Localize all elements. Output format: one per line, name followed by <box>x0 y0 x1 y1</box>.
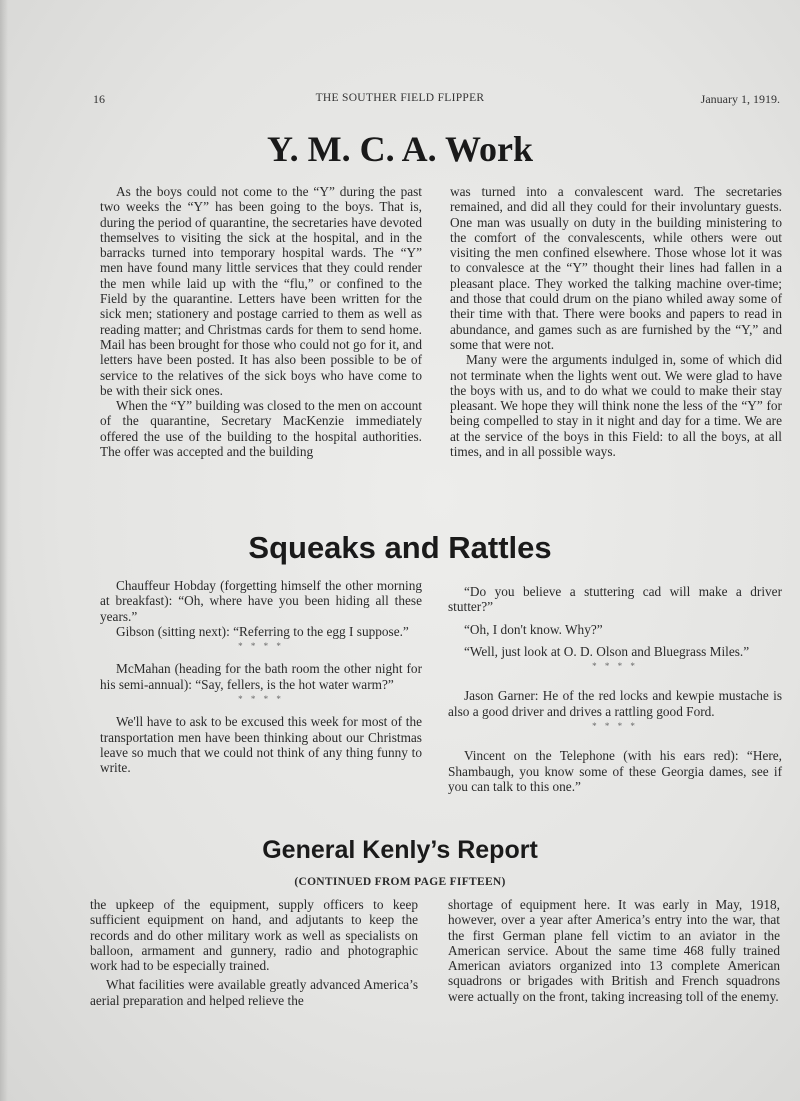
paragraph: Jason Garner: He of the red locks and kewpie mustache is also a good driver and drives a rattling good Ford. <box>448 688 782 719</box>
paragraph: As the boys could not come to the “Y” during the past two weeks the “Y” has been going to the boys. That is, during the period of quarantine, the secretaries have devoted themselves to visiting the sick at the hospital, and in the barracks turned into temporary hospital wards. The “Y” men have found many little services that they could render the men while laid up with the “flu,” or confined to the Field by the quarantine. Letters have been written for the sick men; stationery and postage carried to them as well as reading matter; and Christmas cards for them to send home. Mail has been brought for those who could not go for it, and letters have been posted. It has also been possible to be of service to the relatives of the sick boys who have come to be with their sick ones. <box>100 184 422 398</box>
separator: * * * * <box>592 721 638 732</box>
ymca-right-column <box>450 184 782 459</box>
paragraph: McMahan (heading for the bath room the other night for his semi-annual): “Say, fellers, is the hot water warm?” <box>100 661 422 692</box>
separator: * * * * <box>592 661 638 672</box>
paragraph: We'll have to ask to be excused this week for most of the transportation men have been thinking about our Christmas leave so much that we could not think of any thing funny to write. <box>100 714 422 776</box>
issue-date: January 1, 1919. <box>700 92 780 106</box>
squeaks-left-column <box>100 578 422 783</box>
paragraph: Many were the arguments indulged in, some of which did not terminate when the lights went out. We were glad to have the boys with us, and to do what we could to make their stay pleasant. We hope they will think none the less of the “Y” for being compelled to stay in it night and day for a time. We are at the service of the boys in this Field: to all the boys, at all times, and in all possible ways. <box>450 352 782 460</box>
separator: * * * * <box>238 641 284 652</box>
paragraph: “Oh, I don't know. Why?” <box>464 621 603 637</box>
paragraph: was turned into a convalescent ward. The secretaries remained, and did all they could for their involuntary guests. One man was usually on duty in the building ministering to the comfort of the convalescents, while others were out visiting the men confined elsewhere. Those whose lot it was to convalesce at the “Y” thought their lines had fallen in a pleasant place. They worked the talking machine over-time; and those that could drum on the piano whiled away some of their time with that. There were books and papers to read in abundance, and games such as are furnished by the “Y,” and some that were not. <box>450 184 782 352</box>
squeaks-heading: Squeaks and Rattles <box>248 530 552 565</box>
ymca-heading: Y. M. C. A. Work <box>266 129 534 169</box>
paragraph: What facilities were available greatly advanced America’s aerial preparation and helped relieve the <box>90 977 418 1008</box>
kenly-heading: General Kenly’s Report <box>262 836 538 864</box>
paragraph: “Do you believe a stuttering cad will make a driver stutter?” <box>448 584 782 615</box>
paragraph: Vincent on the Telephone (with his ears red): “Here, Shambaugh, you know some of these Georgia dames, see if you can talk to this one.” <box>448 748 782 794</box>
separator: * * * * <box>238 694 284 705</box>
page-number: 16 <box>93 92 105 106</box>
paragraph: Chauffeur Hobday (forgetting himself the other morning at breakfast): “Oh, where have you been hiding all these years.” <box>100 578 422 624</box>
paragraph: shortage of equipment here. It was early in May, 1918, however, over a year after America’s entry into the war, that the first German plane fell victim to an aviator in the American service. About the same time 468 fully trained American aviators organized into 13 complete American squadrons or brigades with British and French squadrons were actually on the front, taking increasing toll of the enemy. <box>448 897 780 1004</box>
paragraph: When the “Y” building was closed to the men on account of the quarantine, Secretary MacKenzie immediately offered the use of the building to the hospital authorities. The offer was accepted and the building <box>100 398 422 460</box>
ymca-left-column <box>100 184 422 459</box>
squeaks-right-column <box>448 584 782 801</box>
paragraph: the upkeep of the equipment, supply officers to keep sufficient equipment on hand, and adjutants to keep the records and do other military work as well as specialists on balloon, armament and gunnery, radio and photographic work had to be especially trained. <box>90 897 418 974</box>
kenly-right-column <box>448 897 780 1004</box>
paragraph: “Well, just look at O. D. Olson and Bluegrass Miles.” <box>464 643 750 659</box>
kenly-left-column <box>90 897 418 1008</box>
paragraph: Gibson (sitting next): “Referring to the egg I suppose.” <box>116 623 409 639</box>
continued-note: (CONTINUED FROM PAGE FIFTEEN) <box>294 876 506 888</box>
publication-title: THE SOUTHER FIELD FLIPPER <box>315 92 485 104</box>
